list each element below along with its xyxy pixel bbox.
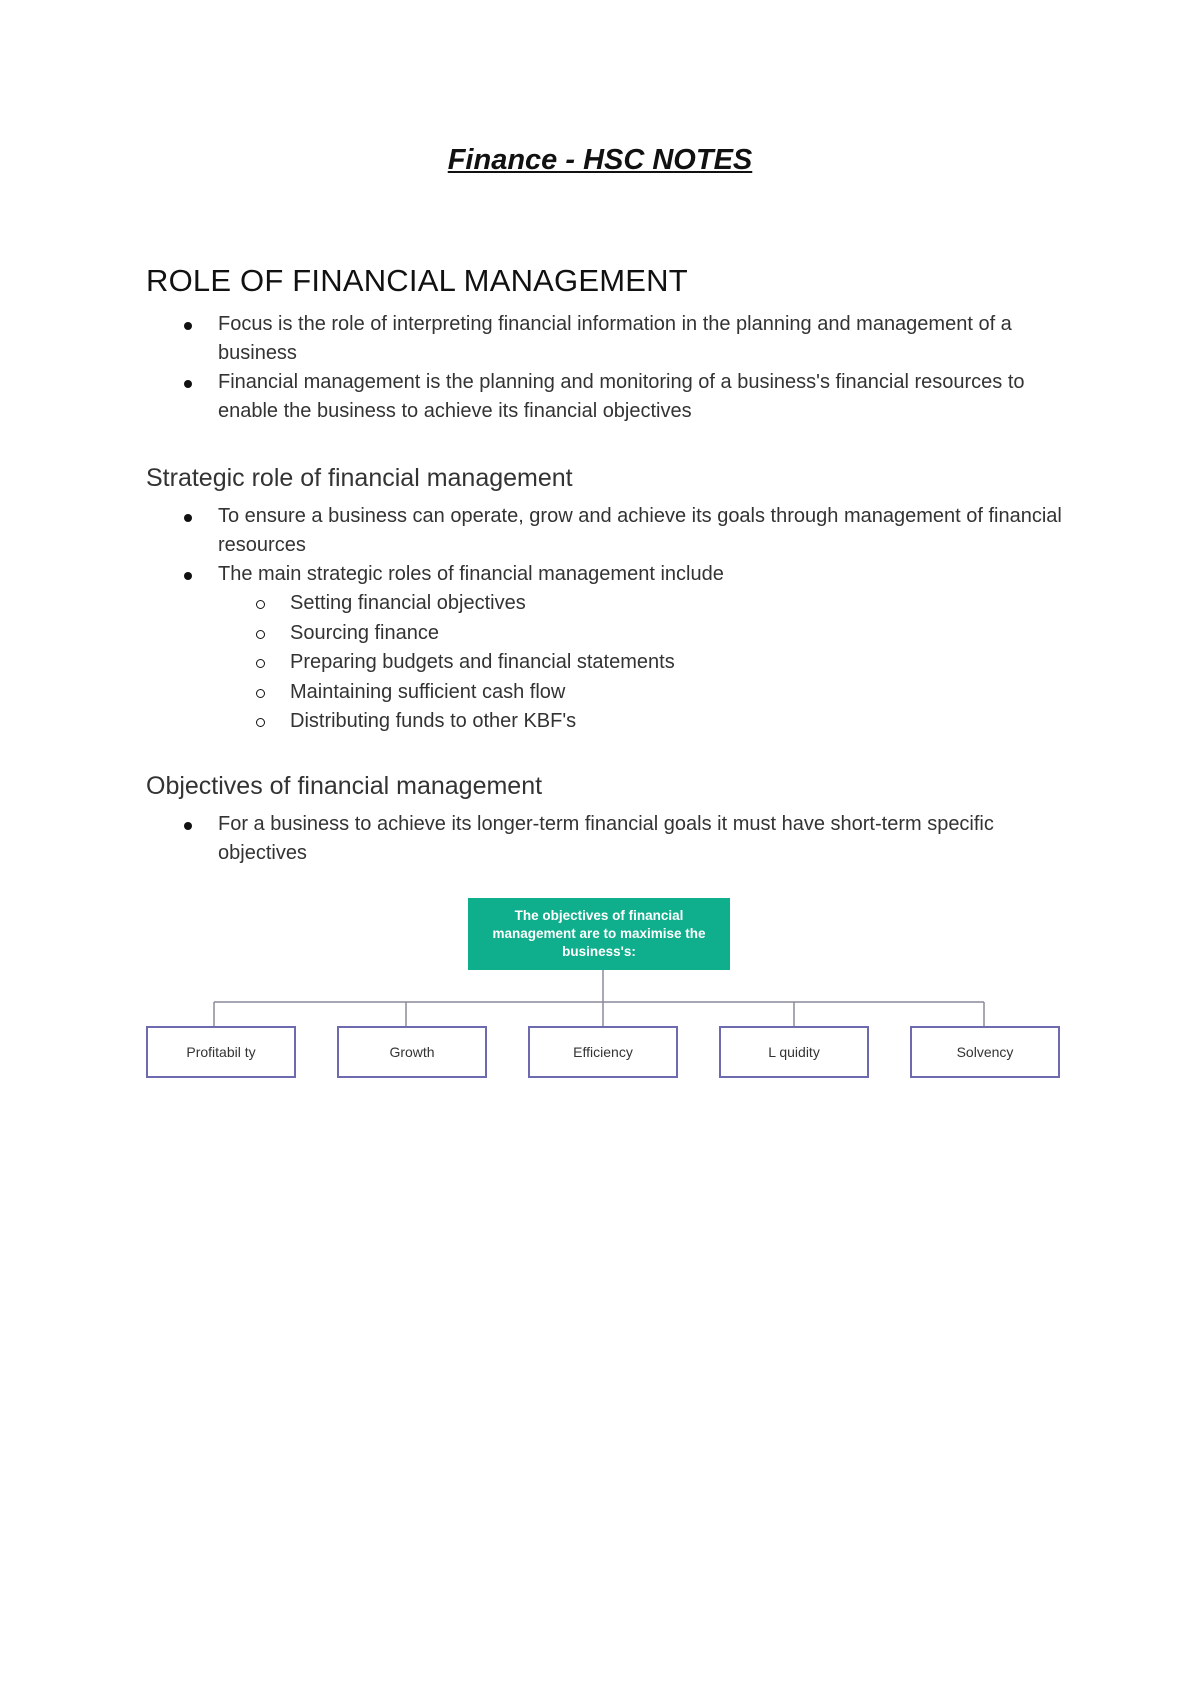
diagram-box-solvency: Solvency [910,1026,1060,1078]
list-item [146,310,1066,368]
strategic-bullet-list [146,502,1066,737]
role-bullet-list [146,310,1066,426]
sub-bullet-text: Setting financial objectives [290,592,526,614]
bullet-text: The main strategic roles of financial management include [218,563,724,585]
bullet-text: For a business to achieve its longer-term financial goals it must have short-term specific objectives [218,813,994,864]
objectives-diagram [146,898,1058,1078]
list-item [146,810,1066,868]
sub-bullet-text: Distributing funds to other KBF's [290,710,577,732]
bullet-icon [184,822,192,830]
sub-bullet-text: Preparing budgets and financial statements [290,651,675,673]
diagram-box-efficiency: Efficiency [528,1026,678,1078]
document-title: Finance - HSC NOTES [447,144,753,176]
objectives-bullet-list [146,810,1066,868]
bullet-text: To ensure a business can operate, grow and achieve its goals through management of financial resources [218,505,1062,556]
hollow-bullet-icon [256,659,265,668]
diagram-box-liquidity: L quidity [719,1026,869,1078]
bullet-icon [184,572,192,580]
strategic-sub-list [146,589,1066,737]
sub-list-item [146,589,1066,619]
sub-bullet-text: Maintaining sufficient cash flow [290,680,566,703]
diagram-box-profitability: Profitabil ty [146,1026,296,1078]
sub-bullet-text: Sourcing finance [290,621,439,644]
hollow-bullet-icon [256,600,265,609]
bullet-text: Focus is the role of interpreting financial information in the planning and management of a business [218,313,1012,364]
diagram-top-box: The objectives of financial management are to maximise the business's: [468,898,730,970]
hollow-bullet-icon [256,718,265,727]
bullet-icon [184,380,192,388]
sub-list-item [146,678,1066,708]
list-item [146,368,1066,426]
diagram-box-growth: Growth [337,1026,487,1078]
hollow-bullet-icon [256,689,265,698]
bullet-icon [184,322,192,330]
list-item [146,560,1066,737]
hollow-bullet-icon [256,630,265,639]
heading-strategic-role: Strategic role of financial management [146,464,573,492]
bullet-text: Financial management is the planning and monitoring of a business's financial resources to enable the business to achieve its financial objectives [218,371,1025,422]
heading-objectives: Objectives of financial management [146,772,543,800]
sub-list-item [146,648,1066,678]
sub-list-item [146,619,1066,649]
bullet-icon [184,514,192,522]
heading-role-of-financial-management: ROLE OF FINANCIAL MANAGEMENT [146,263,688,298]
sub-list-item [146,707,1066,737]
list-item [146,502,1066,560]
